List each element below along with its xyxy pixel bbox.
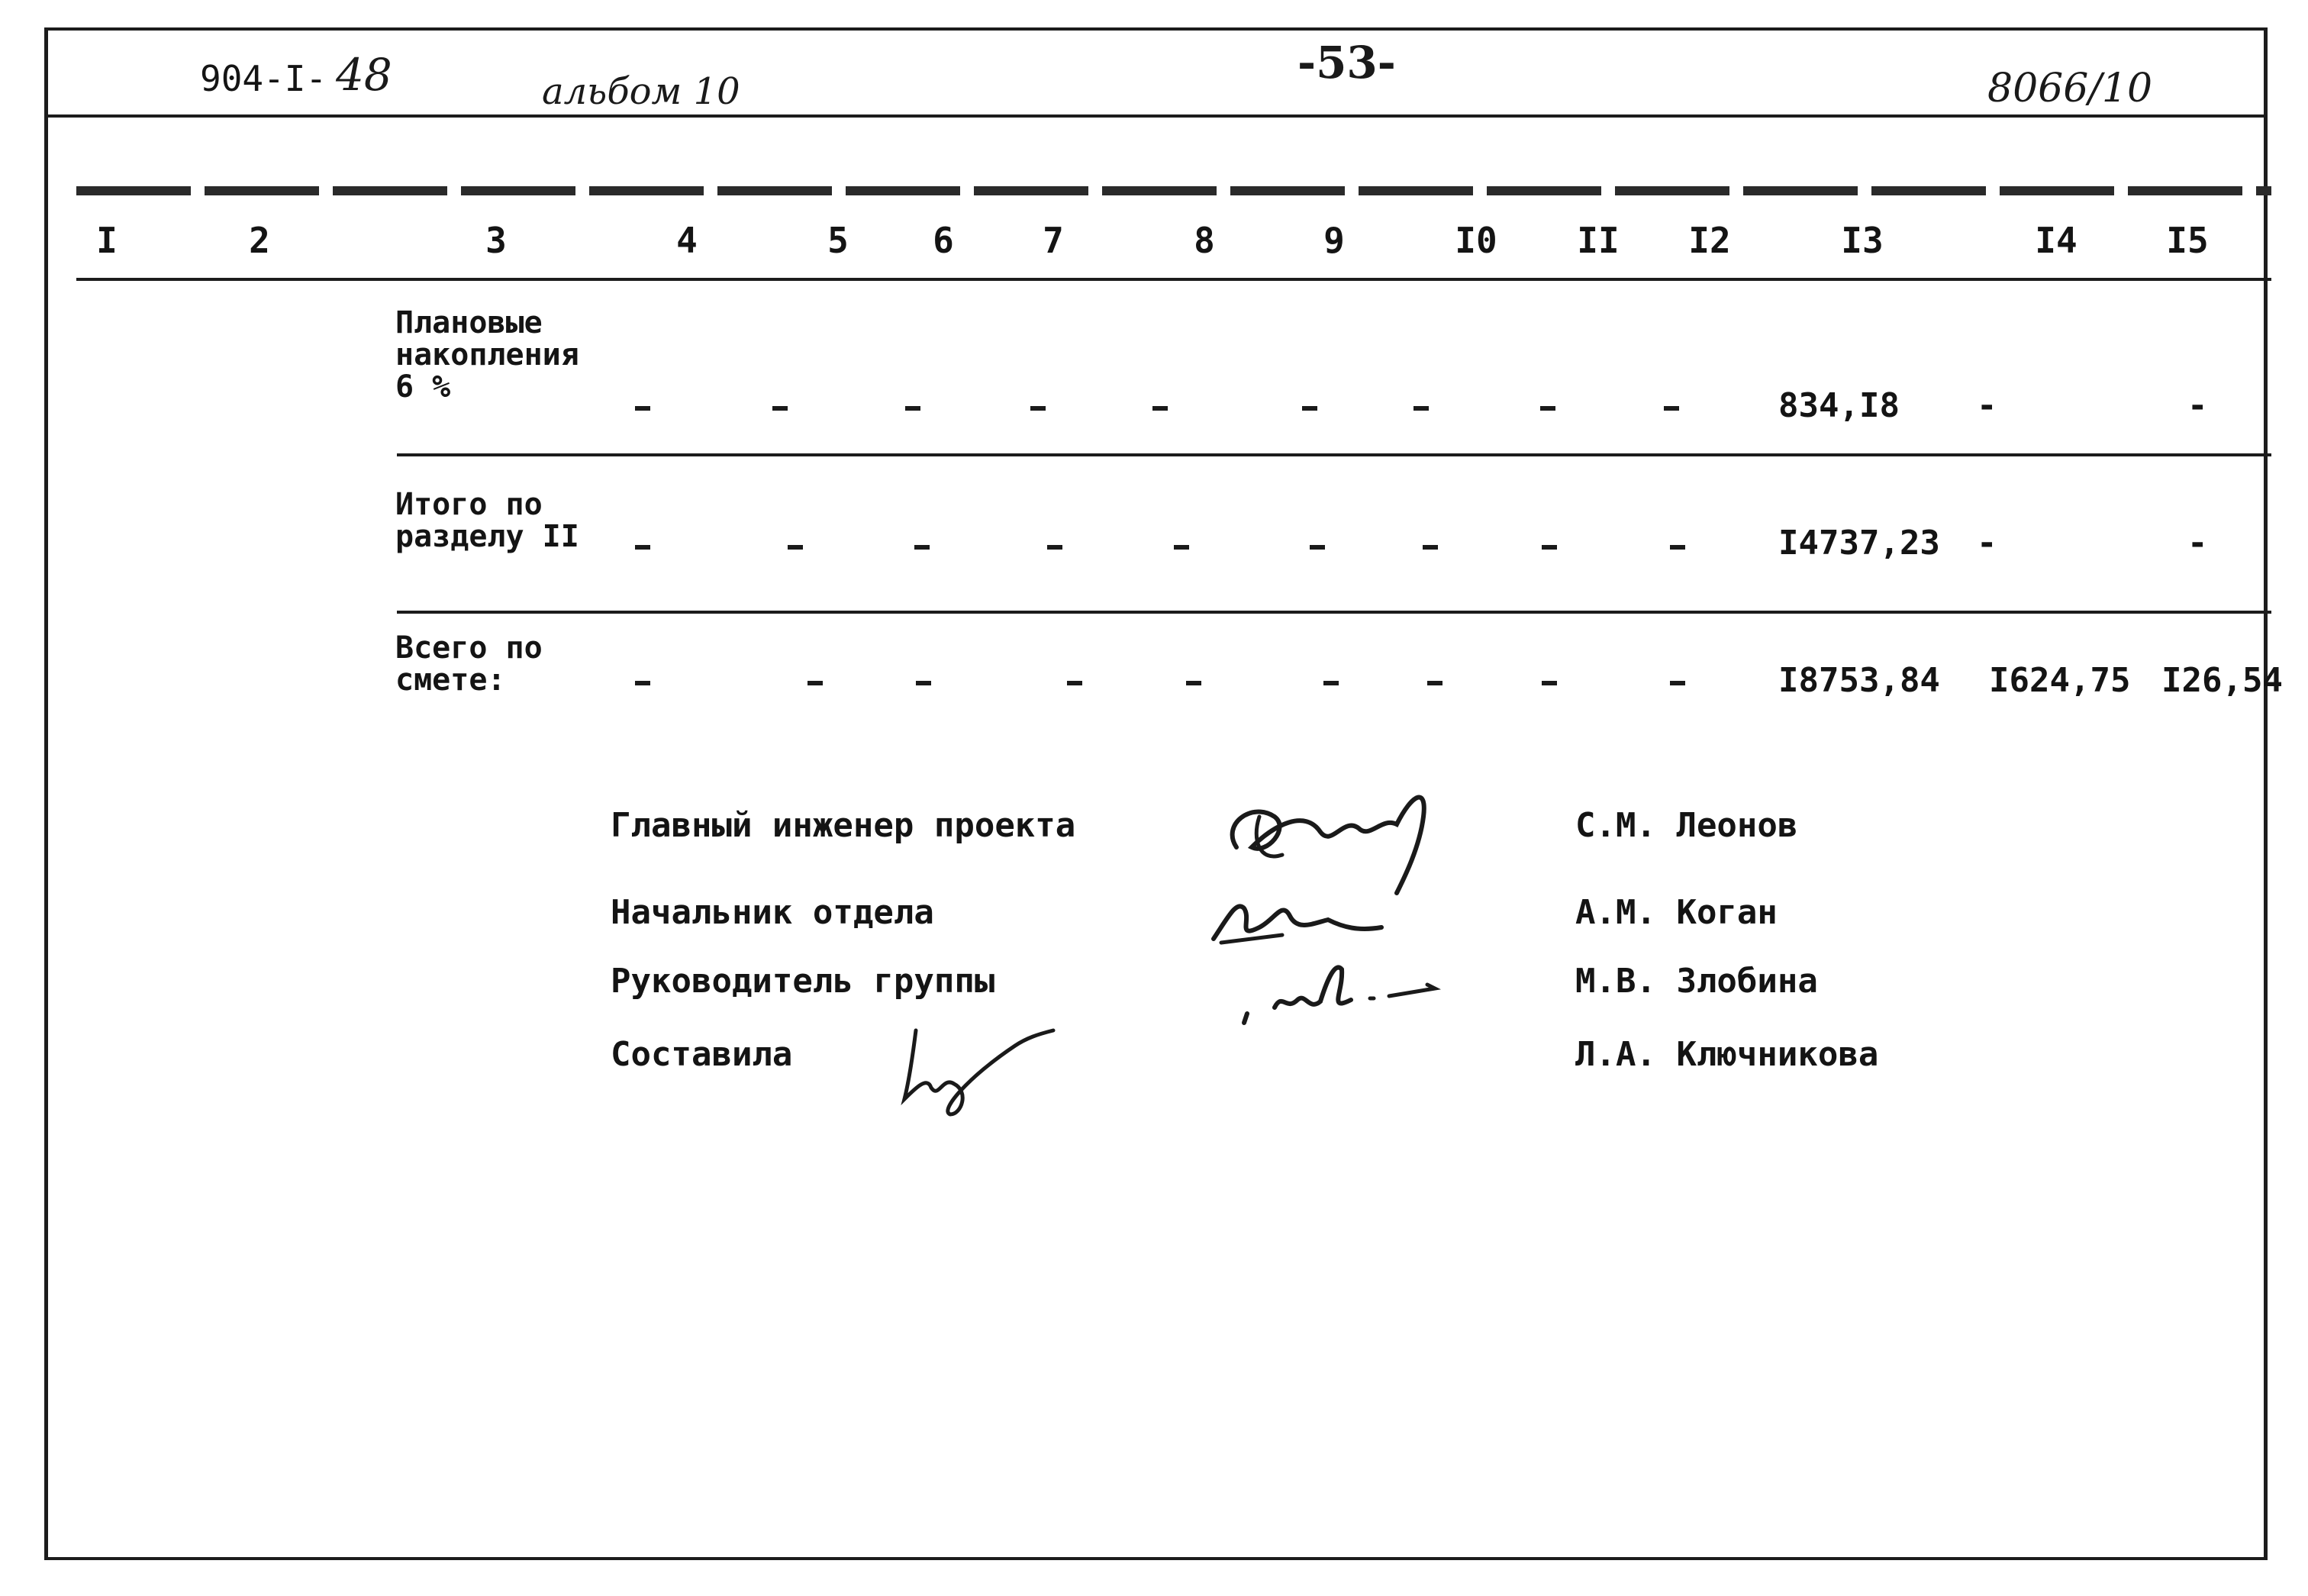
empty-cell-dash xyxy=(1664,406,1679,411)
row-label: Всего по смете: xyxy=(395,630,543,698)
signatory-name: М.В. Злобина xyxy=(1575,962,1818,1001)
empty-cell-dash xyxy=(905,406,920,411)
empty-cell-dash xyxy=(1030,406,1046,411)
empty-cell-dash xyxy=(1542,545,1557,550)
empty-cell-dash xyxy=(635,545,650,550)
signatory-role: Составила xyxy=(611,1035,793,1074)
empty-cell-dash xyxy=(916,681,931,685)
cell-col14: I624,75 xyxy=(1989,661,2131,700)
handwritten-signature xyxy=(1236,946,1450,1030)
signatory-role: Главный инженер проекта xyxy=(611,806,1076,845)
row-divider xyxy=(397,611,2271,614)
frame-bottom-border xyxy=(44,1557,2268,1560)
cell-col13: 834,I8 xyxy=(1778,386,1900,425)
column-number: I xyxy=(96,220,118,261)
empty-cell-dash xyxy=(635,681,650,685)
cell-col13: I8753,84 xyxy=(1778,661,1940,700)
page-number: -53- xyxy=(1297,37,1396,89)
handwritten-signature xyxy=(1198,885,1397,954)
empty-cell-dash xyxy=(1670,681,1685,685)
column-number: I5 xyxy=(2166,220,2209,261)
empty-cell-dash xyxy=(1670,545,1685,550)
inventory-number: 8066/10 xyxy=(1987,66,2153,111)
row-divider xyxy=(397,453,2271,456)
empty-cell-dash xyxy=(1174,545,1189,550)
frame-right-border xyxy=(2264,31,2268,1557)
doc-code-number: 48 xyxy=(336,49,392,101)
column-number: 6 xyxy=(933,220,954,261)
column-number: 8 xyxy=(1194,220,1215,261)
column-header-rule xyxy=(76,278,2271,281)
column-number: 2 xyxy=(249,220,270,261)
empty-cell-dash xyxy=(635,406,650,411)
column-number: 3 xyxy=(485,220,507,261)
row-label: Плановые накопления 6 % xyxy=(395,305,579,405)
empty-cell-dash xyxy=(1323,681,1339,685)
empty-cell-dash xyxy=(1152,406,1168,411)
cell-col15: I26,54 xyxy=(2161,661,2283,700)
column-number: I0 xyxy=(1455,220,1497,261)
signatory-name: С.М. Леонов xyxy=(1575,806,1798,845)
column-number: I2 xyxy=(1688,220,1731,261)
empty-cell-dash xyxy=(1542,681,1557,685)
handwritten-signature xyxy=(885,1015,1069,1122)
empty-cell-dash xyxy=(1423,545,1438,550)
cell-col15: - xyxy=(2187,524,2208,563)
empty-cell-dash xyxy=(1047,545,1062,550)
empty-cell-dash xyxy=(1302,406,1317,411)
signatory-name: А.М. Коган xyxy=(1575,893,1778,932)
column-number: 5 xyxy=(827,220,849,261)
frame-left-border xyxy=(44,31,48,1557)
empty-cell-dash xyxy=(1310,545,1325,550)
cell-col15: - xyxy=(2187,386,2208,425)
signatory-name: Л.А. Ключникова xyxy=(1575,1035,1879,1074)
cell-col13: I4737,23 xyxy=(1778,524,1940,563)
empty-cell-dash xyxy=(1427,681,1442,685)
header-divider xyxy=(44,114,2268,118)
column-number: II xyxy=(1577,220,1620,261)
cell-col14: - xyxy=(1977,386,1997,425)
empty-cell-dash xyxy=(788,545,803,550)
cell-col14: - xyxy=(1977,524,1997,563)
empty-cell-dash xyxy=(1186,681,1201,685)
album-label: альбом 10 xyxy=(542,70,740,113)
empty-cell-dash xyxy=(1540,406,1555,411)
empty-cell-dash xyxy=(772,406,788,411)
empty-cell-dash xyxy=(914,545,930,550)
column-number: I3 xyxy=(1841,220,1884,261)
signatory-role: Начальник отдела xyxy=(611,893,934,932)
frame-top-border xyxy=(44,27,2268,31)
column-number: 9 xyxy=(1323,220,1345,261)
empty-cell-dash xyxy=(807,681,823,685)
column-number: I4 xyxy=(2035,220,2078,261)
row-label: Итого по разделу II xyxy=(395,487,579,554)
empty-cell-dash xyxy=(1067,681,1082,685)
column-number: 4 xyxy=(676,220,698,261)
empty-cell-dash xyxy=(1413,406,1429,411)
table-top-dashed-rule xyxy=(76,186,2271,195)
signatory-role: Руководитель группы xyxy=(611,962,995,1001)
doc-code-prefix: 904-I- xyxy=(200,58,327,99)
column-number: 7 xyxy=(1043,220,1064,261)
handwritten-signature xyxy=(1206,771,1450,901)
